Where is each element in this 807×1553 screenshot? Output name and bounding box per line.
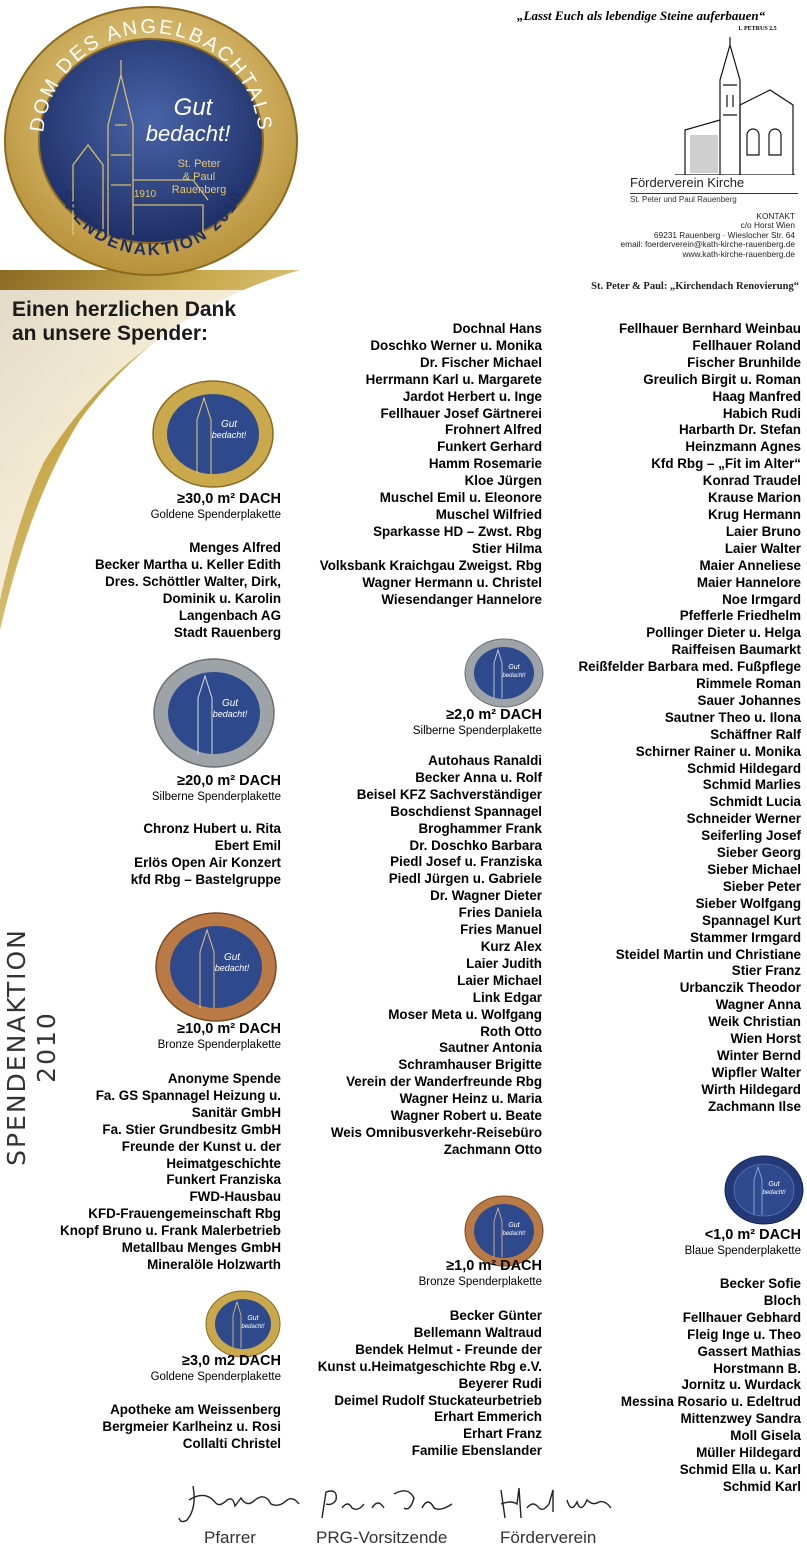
donor-name: Apotheke am Weissenberg — [110, 1402, 281, 1417]
donor-name: Kloe Jürgen — [464, 473, 542, 489]
donor-name: Dominik u. Karolin — [162, 590, 281, 606]
donor-name: Heimatgeschichte — [166, 1155, 281, 1171]
gold-plaque-medal — [152, 380, 274, 488]
donor-name: Freunde der Kunst u. der — [121, 1138, 281, 1154]
donor-name: Stammer Irmgard — [690, 929, 801, 945]
donor-name: Fellhauer Roland — [692, 337, 801, 353]
donor-name: Weis Omnibusverkehr-Reisebüro — [330, 1124, 542, 1140]
donor-name: Beyerer Rudi — [458, 1375, 542, 1391]
donor-name: Bergmeier Karlheinz u. Rosi — [102, 1418, 281, 1434]
svg-text:Gut: Gut — [223, 952, 241, 963]
donor-name: Seiferling Josef — [701, 828, 801, 844]
thank-you-heading — [12, 298, 236, 346]
heading-line1: Einen herzlichen Dank — [12, 298, 237, 321]
small-silver-plaque-medal — [464, 638, 544, 708]
donor-name: Mineralöle Holzwarth — [147, 1256, 281, 1272]
donor-name: Kunst u.Heimatgeschichte Rbg e.V. — [317, 1358, 542, 1374]
donor-name: Krug Hermann — [707, 506, 801, 522]
donor-name: Dochnal Hans — [452, 321, 542, 336]
donor-name: Sanitär GmbH — [191, 1104, 281, 1120]
donor-name: Wagner Hermann u. Christel — [362, 574, 542, 590]
tier-3-plaque: Goldene Spenderplakette — [150, 1371, 281, 1383]
donor-name: Sautner Antonia — [439, 1040, 542, 1056]
verein-divider — [630, 193, 798, 194]
donor-name: Erhart Emmerich — [434, 1409, 542, 1425]
donor-name: Muschel Emil u. Eleonore — [379, 490, 542, 506]
tier-1-header — [419, 1257, 542, 1289]
svg-text:Gut: Gut — [508, 1222, 520, 1229]
donor-name: Schmid Ella u. Karl — [679, 1461, 801, 1477]
donor-name: Fries Manuel — [460, 922, 542, 938]
donor-name: Sieber Peter — [722, 878, 801, 894]
donor-name: Sauer Johannes — [697, 692, 801, 708]
donor-name: Schäffner Ralf — [710, 726, 801, 742]
donor-name: Metallbau Menges GmbH — [121, 1240, 281, 1256]
donor-name: Erhart Franz — [463, 1426, 542, 1442]
logo-parish-line2: & Paul — [182, 171, 216, 183]
verein-name: Förderverein Kirche — [630, 175, 745, 190]
donor-name: Moser Meta u. Wolfgang — [388, 1006, 542, 1022]
donor-name: Bloch — [763, 1292, 801, 1308]
tier-below-1-plaque: Blaue Spenderplakette — [684, 1245, 801, 1257]
tier-10-header — [158, 1020, 281, 1052]
svg-text:bedacht!: bedacht! — [762, 1190, 786, 1196]
donor-name: Menges Alfred — [189, 540, 281, 555]
donor-name: Rimmele Roman — [696, 676, 801, 692]
tier-20-header — [152, 772, 281, 804]
svg-text:bedacht!: bedacht! — [241, 1324, 265, 1330]
donor-name: Laier Walter — [724, 540, 801, 556]
tier-below-1-donor-list — [621, 1276, 801, 1496]
donor-name: Piedl Jürgen u. Gabriele — [388, 871, 542, 887]
donor-name: Kurz Alex — [480, 938, 542, 954]
donor-name: Wiesendanger Hannelore — [381, 591, 542, 607]
donor-name: Herrmann Karl u. Margarete — [365, 371, 542, 387]
tier-3-donor-list — [102, 1402, 281, 1453]
donor-name: Gassert Mathias — [697, 1343, 801, 1359]
donor-name: Erlös Open Air Konzert — [134, 854, 281, 870]
tier-1-plaque: Bronze Spenderplakette — [418, 1276, 542, 1288]
tier-30-level: ≥30,0 m² DACH — [177, 491, 281, 507]
donor-name: Pfefferle Friedhelm — [679, 608, 801, 624]
donor-name: Fischer Brunhilde — [687, 354, 801, 370]
donor-name: Wagner Anna — [715, 997, 801, 1013]
signature-label-foerderverein: Förderverein — [500, 1528, 597, 1547]
donor-name: Familie Ebenslander — [411, 1443, 542, 1459]
verein-subtitle: St. Peter und Paul Rauenberg — [630, 195, 737, 204]
donor-name: Becker Sofie — [719, 1276, 801, 1291]
donor-name: Knopf Bruno u. Frank Malerbetrieb — [60, 1223, 281, 1239]
svg-text:bedacht!: bedacht! — [212, 709, 248, 719]
donor-name: Konrad Traudel — [702, 473, 801, 489]
donor-name: Muschel Wilfried — [435, 506, 542, 522]
logo-gut-text: Gut — [173, 94, 213, 121]
donor-name: Mittenzwey Sandra — [680, 1411, 801, 1427]
donor-name: Pollinger Dieter u. Helga — [646, 625, 801, 641]
donor-name: kfd Rbg – Bastelgruppe — [130, 871, 281, 887]
contact-website: www.kath-kirche-rauenberg.de — [682, 248, 795, 259]
donor-name: Schmid Hildegard — [687, 760, 801, 776]
donor-name: Broghammer Frank — [418, 820, 542, 836]
donor-name: Fleig Inge u. Theo — [687, 1326, 801, 1342]
donor-name: Langenbach AG — [178, 607, 281, 623]
donor-name: Laier Michael — [457, 972, 542, 988]
svg-text:Gut: Gut — [768, 1181, 780, 1188]
donor-name: Sautner Theo u. Ilona — [664, 709, 801, 725]
donor-name: Urbanczik Theodor — [679, 980, 801, 996]
donor-name: Bellemann Waltraud — [413, 1324, 542, 1340]
contact-title: KONTAKT — [756, 211, 795, 221]
tier-30-header — [151, 490, 281, 522]
donor-name: Wagner Robert u. Beate — [390, 1108, 542, 1124]
donor-name: Funkert Gerhard — [437, 439, 542, 455]
contact-block — [621, 212, 795, 259]
donor-name: Kfd Rbg – „Fit im Alter“ — [651, 456, 801, 472]
donor-name: Messina Rosario u. Edeltrud — [620, 1394, 801, 1410]
signature-prg — [318, 1478, 458, 1528]
donor-name: Dr. Wagner Dieter — [430, 888, 542, 904]
donor-name: Spannagel Kurt — [702, 912, 801, 928]
donor-name: Fa. GS Spannagel Heizung u. — [95, 1087, 281, 1103]
tier-10-donor-list — [60, 1071, 281, 1274]
donor-name: KFD-Frauengemeinschaft Rbg — [88, 1206, 281, 1222]
donor-name: Schmidt Lucia — [709, 794, 801, 810]
svg-text:Gut: Gut — [221, 698, 239, 709]
donor-name: Chronz Hubert u. Rita — [143, 821, 281, 836]
donor-name: Haag Manfred — [712, 388, 801, 404]
svg-text:Gut: Gut — [508, 664, 520, 671]
svg-text:bedacht!: bedacht! — [214, 963, 250, 973]
donor-name: Schirner Rainer u. Monika — [635, 743, 801, 759]
donor-name: Noe Irmgard — [722, 591, 801, 607]
svg-text:bedacht!: bedacht! — [211, 430, 247, 440]
donor-name: Funkert Franziska — [166, 1172, 281, 1188]
donor-name: Link Edgar — [472, 989, 542, 1005]
tier-2-donor-list — [331, 753, 542, 1159]
logo-year: 1910 — [133, 189, 157, 200]
donor-name: Maier Anneliese — [699, 557, 801, 573]
tier-below-1-header — [685, 1226, 801, 1258]
donor-name: Krause Marion — [707, 490, 801, 506]
donor-name: Moll Gisela — [730, 1428, 801, 1444]
donor-name: Stadt Rauenberg — [173, 624, 281, 640]
donor-name: Zachmann Ilse — [707, 1098, 801, 1114]
donor-name: Reißfelder Barbara med. Fußpflege — [578, 659, 801, 675]
campaign-logo-medal — [3, 5, 299, 277]
tier-2-header — [413, 706, 542, 738]
donor-name: Hamm Rosemarie — [428, 456, 542, 472]
donor-name: Heinzmann Agnes — [685, 439, 801, 455]
donor-name: FWD-Hausbau — [189, 1189, 281, 1205]
donor-name: Sieber Georg — [716, 845, 801, 861]
silver-plaque-medal — [153, 658, 275, 768]
tier-10-level: ≥10,0 m² DACH — [177, 1021, 281, 1037]
blue-plaque-medal — [724, 1155, 804, 1225]
donor-name: Beisel KFZ Sachverständiger — [356, 786, 542, 802]
donor-name: Raiffeisen Baumarkt — [671, 642, 801, 658]
donor-name: Volksbank Kraichgau Zweigst. Rbg — [319, 557, 542, 573]
donor-name: Fries Daniela — [458, 905, 542, 921]
project-title: St. Peter & Paul: „Kirchendach Renovierung“ — [591, 281, 799, 292]
donor-name: Wirth Hildegard — [701, 1081, 801, 1097]
donor-name: Zachmann Otto — [443, 1141, 542, 1157]
svg-text:Gut: Gut — [220, 419, 238, 430]
signature-foerderverein — [495, 1478, 615, 1528]
donor-name: Laier Judith — [466, 955, 542, 971]
contact-line2: 69231 Rauenberg · Wieslocher Str. 64 — [653, 229, 795, 240]
tier-below-1-level: <1,0 m² DACH — [704, 1227, 801, 1243]
tier-30-donor-list — [95, 540, 281, 641]
donor-name: Stier Hilma — [472, 540, 542, 556]
donor-name: Schneider Werner — [686, 811, 801, 827]
contact-line1: c/o Horst Wien — [740, 220, 795, 231]
donor-name: Dr. Doschko Barbara — [409, 837, 542, 853]
donor-name: Anonyme Spende — [167, 1071, 281, 1086]
donor-name: Boschdienst Spannagel — [390, 803, 542, 819]
tier-1-donor-list-continued — [579, 321, 801, 1116]
svg-text:bedacht!: bedacht! — [502, 673, 526, 679]
donor-name: Fellhauer Gebhard — [682, 1309, 801, 1325]
donor-name: Becker Martha u. Keller Edith — [94, 556, 281, 572]
donor-name: Piedl Josef u. Franziska — [390, 854, 542, 870]
donor-name: Steidel Martin und Christiane — [615, 946, 801, 962]
signature-label-pfarrer: Pfarrer — [204, 1528, 256, 1547]
donor-name: Schmid Karl — [722, 1478, 801, 1494]
donor-name: Weik Christian — [708, 1014, 801, 1030]
donor-name: Roth Otto — [480, 1023, 542, 1039]
signature-pfarrer — [175, 1478, 305, 1528]
logo-parish-line3: Rauenberg — [171, 184, 227, 196]
tier-3-level: ≥3,0 m2 DACH — [181, 1353, 281, 1369]
donor-name: Autohaus Ranaldi — [428, 753, 542, 768]
tier-20-level: ≥20,0 m² DACH — [177, 773, 281, 789]
donor-name: Collalti Christel — [182, 1435, 281, 1451]
tier-1-level: ≥1,0 m² DACH — [446, 1258, 542, 1274]
donor-name: Laier Bruno — [725, 523, 801, 539]
donor-name: Frohnert Alfred — [445, 422, 542, 438]
logo-bedacht-text: bedacht! — [145, 121, 231, 146]
tier-1-donor-list — [318, 1308, 542, 1460]
donor-name: Jornitz u. Wurdack — [681, 1377, 801, 1393]
donor-name: Wipfler Walter — [711, 1064, 801, 1080]
bronze-plaque-medal — [155, 912, 277, 1022]
signature-label-prg: PRG-Vorsitzende — [316, 1528, 448, 1547]
contact-email: email: foerderverein@kath-kirche-rauenberg.de — [620, 239, 795, 250]
donor-name: Schmid Marlies — [702, 777, 801, 793]
donor-name: Winter Bernd — [717, 1047, 801, 1063]
donor-name: Horstmann B. — [713, 1360, 801, 1376]
donor-name: Harbarth Dr. Stefan — [678, 422, 801, 438]
donor-name: Sieber Michael — [707, 862, 801, 877]
donor-name: Dres. Schöttler Walter, Dirk, — [105, 573, 281, 589]
donor-name: Sieber Wolfgang — [695, 895, 801, 911]
logo-ring-top-text: DOM DES ANGELBACHTALS — [26, 15, 276, 134]
donor-name: Fellhauer Josef Gärtnerei — [380, 405, 542, 421]
donor-name: Doschko Werner u. Monika — [370, 337, 542, 353]
church-drawing — [675, 35, 795, 175]
donor-name: Ebert Emil — [214, 837, 281, 853]
donor-name: Fa. Stier Grundbesitz GmbH — [102, 1121, 281, 1137]
donor-name: Bendek Helmut - Freunde der — [355, 1341, 542, 1357]
donor-name: Verein der Wanderfreunde Rbg — [346, 1074, 542, 1090]
donor-name: Wagner Heinz u. Maria — [399, 1091, 542, 1107]
tier-2-plaque: Silberne Spenderplakette — [412, 725, 542, 737]
tier-3-header — [151, 1352, 281, 1384]
tier-2-level: ≥2,0 m² DACH — [446, 707, 542, 723]
donor-name: Schramhauser Brigitte — [398, 1057, 542, 1073]
tier-20-donor-list — [131, 821, 281, 889]
vertical-campaign-text: SPENDENAKTION 2010 — [2, 928, 61, 1166]
tier-10-plaque: Bronze Spenderplakette — [157, 1039, 281, 1051]
motto-reference: 1. PETRUS 2,5 — [738, 26, 777, 32]
svg-text:Gut: Gut — [247, 1315, 259, 1322]
svg-text:bedacht!: bedacht! — [502, 1231, 526, 1237]
small-gold-plaque-medal — [205, 1290, 281, 1358]
donor-name: Greulich Birgit u. Roman — [643, 371, 801, 387]
donor-name: Maier Hannelore — [696, 574, 801, 590]
donor-name: Wien Horst — [730, 1031, 801, 1047]
donor-name: Sparkasse HD – Zwst. Rbg — [373, 523, 542, 539]
motto-quote: „Lasst Euch als lebendige Steine auferbauen“ — [517, 8, 766, 23]
donor-name: Becker Günter — [449, 1308, 542, 1323]
donor-name: Fellhauer Bernhard Weinbau — [618, 321, 801, 336]
logo-parish-line1: St. Peter — [177, 158, 221, 170]
donor-name: Becker Anna u. Rolf — [415, 769, 542, 785]
logo-ring-bottom-text: SPENDENAKTION 2010 — [54, 186, 248, 260]
donor-name: Jardot Herbert u. Inge — [402, 388, 542, 404]
heading-line2: an unsere Spender: — [12, 322, 209, 345]
donor-name: Dr. Fischer Michael — [419, 354, 542, 370]
donor-name: Stier Franz — [731, 963, 801, 979]
tier-30-plaque: Goldene Spenderplakette — [150, 509, 281, 521]
tier-3-donor-list-continued — [320, 321, 542, 608]
donor-name: Habich Rudi — [722, 405, 801, 421]
donor-name: Deimel Rudolf Stuckateurbetrieb — [334, 1392, 542, 1408]
tier-20-plaque: Silberne Spenderplakette — [151, 791, 281, 803]
donor-name: Müller Hildegard — [696, 1445, 801, 1461]
